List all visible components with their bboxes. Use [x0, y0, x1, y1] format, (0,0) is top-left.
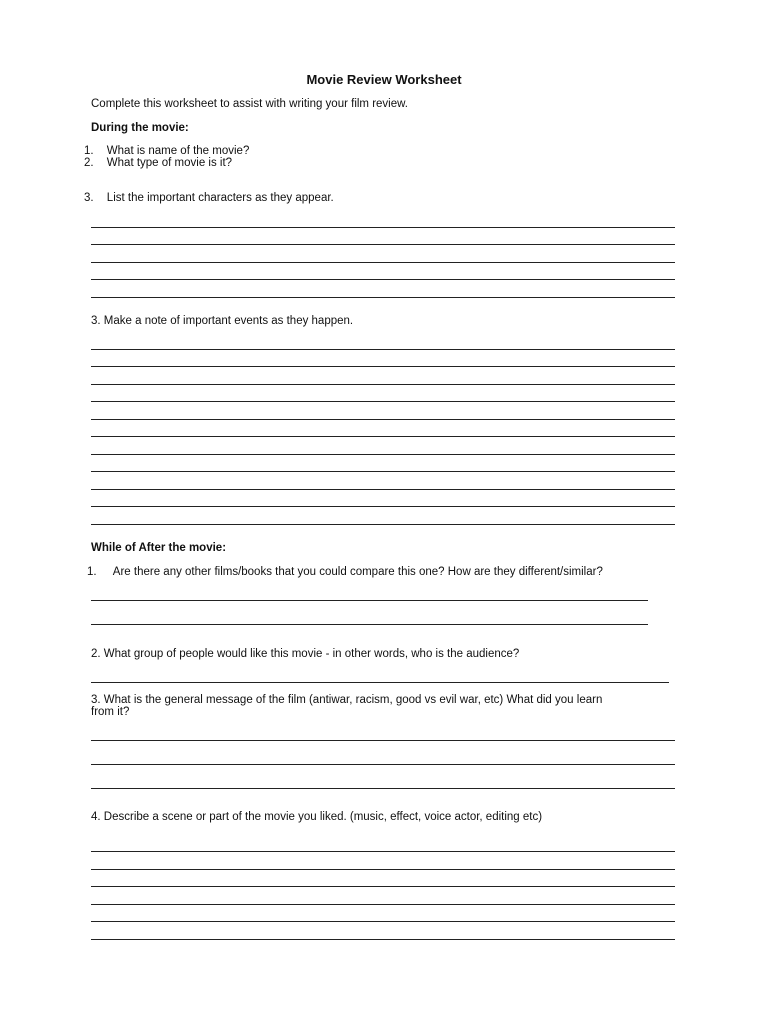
answer-line[interactable] — [91, 227, 675, 228]
answer-line[interactable] — [91, 921, 675, 922]
answer-line[interactable] — [91, 624, 648, 625]
section-heading-during: During the movie: — [91, 122, 189, 134]
answer-line[interactable] — [91, 524, 675, 525]
answer-line[interactable] — [91, 788, 675, 789]
answer-line[interactable] — [91, 471, 675, 472]
question-text: Are there any other films/books that you could compare this one? How are they different/similar? — [112, 566, 603, 578]
answer-line[interactable] — [91, 886, 675, 887]
answer-line[interactable] — [91, 436, 675, 437]
answer-line[interactable] — [91, 297, 675, 298]
answer-line[interactable] — [91, 600, 648, 601]
question-text: What type of movie is it? — [106, 157, 233, 169]
answer-line[interactable] — [91, 851, 675, 852]
answer-line[interactable] — [91, 740, 675, 741]
question-message-line2: from it? — [91, 706, 130, 718]
intro-text: Complete this worksheet to assist with writing your film review. — [91, 98, 408, 110]
answer-line[interactable] — [91, 454, 675, 455]
answer-line[interactable] — [91, 244, 675, 245]
question-message-line1: 3. What is the general message of the film (antiwar, racism, good vs evil war, etc) What did you learn — [91, 694, 603, 706]
answer-line[interactable] — [91, 262, 675, 263]
answer-line[interactable] — [91, 506, 675, 507]
answer-line[interactable] — [91, 764, 675, 765]
question-characters — [84, 192, 334, 204]
answer-line[interactable] — [91, 349, 675, 350]
question-events: 3. Make a note of important events as they happen. — [91, 315, 354, 327]
answer-line[interactable] — [91, 869, 675, 870]
page-title: Movie Review Worksheet — [306, 72, 462, 87]
question-compare — [87, 566, 603, 578]
question-number: 2. — [84, 157, 94, 169]
answer-line[interactable] — [91, 489, 675, 490]
question-scene: 4. Describe a scene or part of the movie you liked. (music, effect, voice actor, editing etc) — [91, 811, 543, 823]
question-text: List the important characters as they appear. — [106, 192, 334, 204]
question-number: 1. — [84, 145, 94, 157]
answer-line[interactable] — [91, 401, 675, 402]
answer-line[interactable] — [91, 682, 669, 683]
question-audience: 2. What group of people would like this movie - in other words, who is the audience? — [91, 648, 520, 660]
question-movie-type — [84, 157, 232, 169]
question-number: 3. — [84, 192, 94, 204]
answer-line[interactable] — [91, 419, 675, 420]
question-number: 1. — [87, 566, 97, 578]
answer-line[interactable] — [91, 279, 675, 280]
answer-line[interactable] — [91, 366, 675, 367]
section-heading-after: While of After the movie: — [91, 542, 227, 554]
answer-line[interactable] — [91, 904, 675, 905]
question-text: What is name of the movie? — [106, 145, 250, 157]
answer-line[interactable] — [91, 939, 675, 940]
question-movie-name — [84, 145, 249, 157]
answer-line[interactable] — [91, 384, 675, 385]
